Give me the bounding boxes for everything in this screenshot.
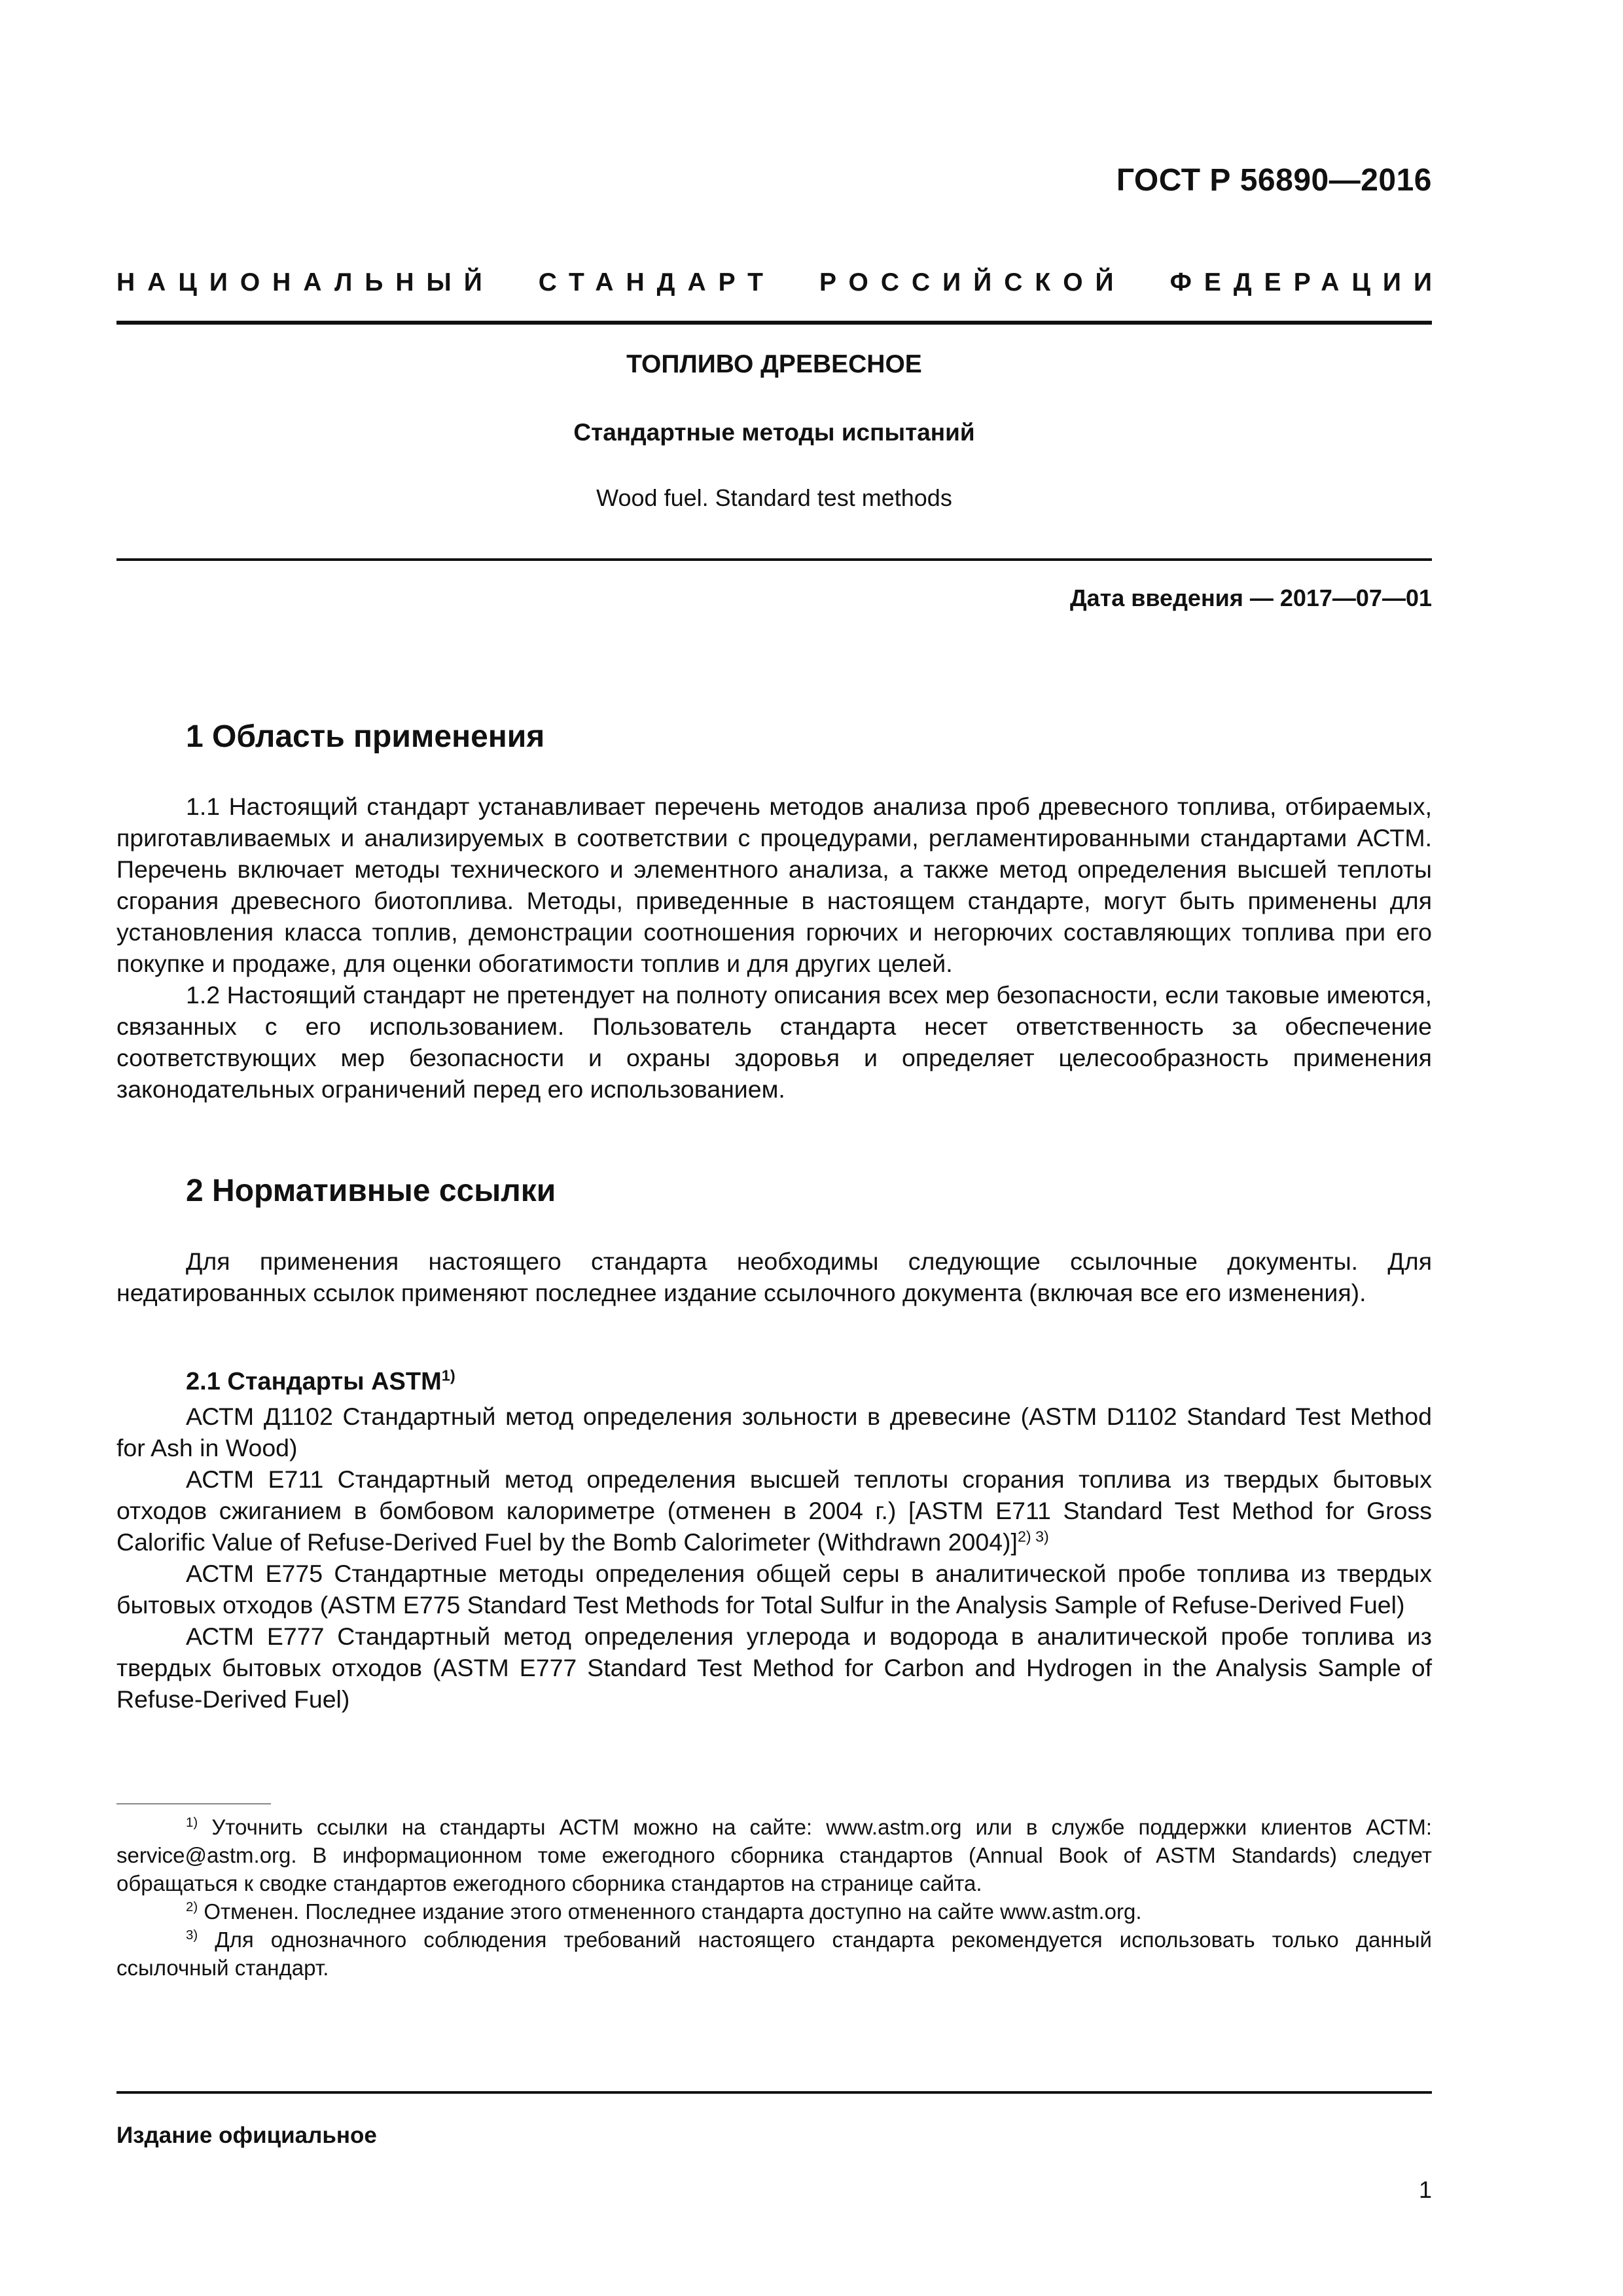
paragraph-2-intro: Для применения настоящего стандарта необходимы следующие ссылочные документы. Для недатированных ссылок применяют последнее издание ссылочного документа (включая все его изменения).	[116, 1247, 1432, 1306]
section-1-body	[116, 791, 1432, 1105]
reference-e711	[116, 1463, 1432, 1558]
subsection-2-1-title: 2.1 Стандарты ASTM	[186, 1368, 442, 1395]
banner-word: СТАНДАРТ	[538, 268, 776, 296]
section-2-heading: 2 Нормативные ссылки	[186, 1174, 556, 1208]
reference-d1102: АСТМ Д1102 Стандартный метод определения зольности в древесине (ASTM D1102 Standard Test Method for Ash in Wood)	[116, 1403, 1432, 1462]
banner-word: РОССИЙСКОЙ	[819, 268, 1126, 296]
references-list	[116, 1401, 1432, 1715]
document-subtitle: Стандартные методы испытаний	[573, 419, 975, 446]
document-page	[116, 0, 1444, 2296]
introduction-date: Дата введения — 2017—07—01	[1069, 584, 1432, 611]
footnote-mark: 2)	[186, 1899, 198, 1914]
footnote-3-text: Для однозначного соблюдения требований настоящего стандарта рекомендуется использовать только данный ссылочный стандарт.	[116, 1928, 1432, 1980]
subsection-2-1-heading	[186, 1368, 455, 1396]
footnote-mark: 2) 3)	[1017, 1528, 1049, 1545]
reference-e777: АСТМ Е777 Стандартный метод определения углерода и водорода в аналитической пробе топлива из твердых бытовых отходов (ASTM E777 Standard Test Method for Carbon and Hydrogen in the Analysis Sample of Refuse-Derived Fuel)	[116, 1623, 1432, 1713]
edition-label: Издание официальное	[116, 2123, 377, 2148]
footer-divider	[116, 2091, 1432, 2094]
footnote-3	[116, 1926, 1432, 1982]
footnotes	[116, 1813, 1432, 1982]
document-title-english: Wood fuel. Standard test methods	[596, 484, 952, 511]
banner-word: ФЕДЕРАЦИИ	[1169, 268, 1444, 296]
reference-e711-text: АСТМ Е711 Стандартный метод определения высшей теплоты сгорания топлива из твердых бытовых отходов сжиганием в бомбовом калориметре (отменен в 2004 г.) [ASTM E711 Standard Test Method for Gross Calorific Value of Refuse-Derived Fuel by the Bomb Calorimeter (Withdrawn 2004)]	[116, 1465, 1432, 1556]
header-divider	[116, 321, 1432, 325]
banner-word: НАЦИОНАЛЬНЫЙ	[116, 268, 495, 296]
gost-code: ГОСТ Р 56890—2016	[1116, 163, 1432, 198]
page-number: 1	[1418, 2176, 1432, 2203]
document-title: ТОПЛИВО ДРЕВЕСНОЕ	[626, 350, 922, 378]
footnote-mark: 3)	[186, 1928, 198, 1943]
paragraph-1-2: 1.2 Настоящий стандарт не претендует на полноту описания всех мер безопасности, если таковые имеются, связанных с его использованием. Пользователь стандарта несет ответственность за обеспечение соответствующих мер безопасности и охраны здоровья и определяет целесообразность применения законодательных ограничений перед его использованием.	[116, 981, 1432, 1103]
footnote-2	[116, 1897, 1432, 1926]
paragraph-1-1: 1.1 Настоящий стандарт устанавливает перечень методов анализа проб древесного топлива, отбираемых, приготавливаемых и анализируемых в соответствии с процедурами, регламентированными стандартами АСТМ. Перечень включает методы технического и элементного анализа, а также метод определения высшей теплоты сгорания древесного биотоплива. Методы, приведенные в настоящем стандарте, могут быть применены для установления класса топлив, демонстрации соотношения горючих и негорючих составляющих топлива при его покупке и продаже, для оценки обогатимости топлив и для других целей.	[116, 793, 1432, 977]
footnote-1	[116, 1813, 1432, 1897]
section-2-intro	[116, 1246, 1432, 1308]
title-divider	[116, 558, 1432, 561]
footnote-mark: 1)	[186, 1815, 198, 1830]
footnote-separator	[116, 1803, 271, 1804]
section-1-heading: 1 Область применения	[186, 719, 545, 754]
footnote-1-text: Уточнить ссылки на стандарты АСТМ можно на сайте: www.astm.org или в службе поддержки клиентов АСТМ: service@astm.org. В информационном томе ежегодного сборника стандартов (Annual Book of ASTM Standards) следует обращаться к сводке стандартов ежегодного сборника стандартов на странице сайта.	[116, 1815, 1432, 1895]
footnote-mark: 1)	[441, 1367, 455, 1384]
national-standard-banner	[116, 268, 1444, 297]
footnote-2-text: Отменен. Последнее издание этого отмененного стандарта доступно на сайте www.astm.org.	[204, 1899, 1142, 1924]
reference-e775: АСТМ Е775 Стандартные методы определения общей серы в аналитической пробе топлива из твердых бытовых отходов (ASTM E775 Standard Test Methods for Total Sulfur in the Analysis Sample of Refuse-Derived Fuel)	[116, 1560, 1432, 1619]
